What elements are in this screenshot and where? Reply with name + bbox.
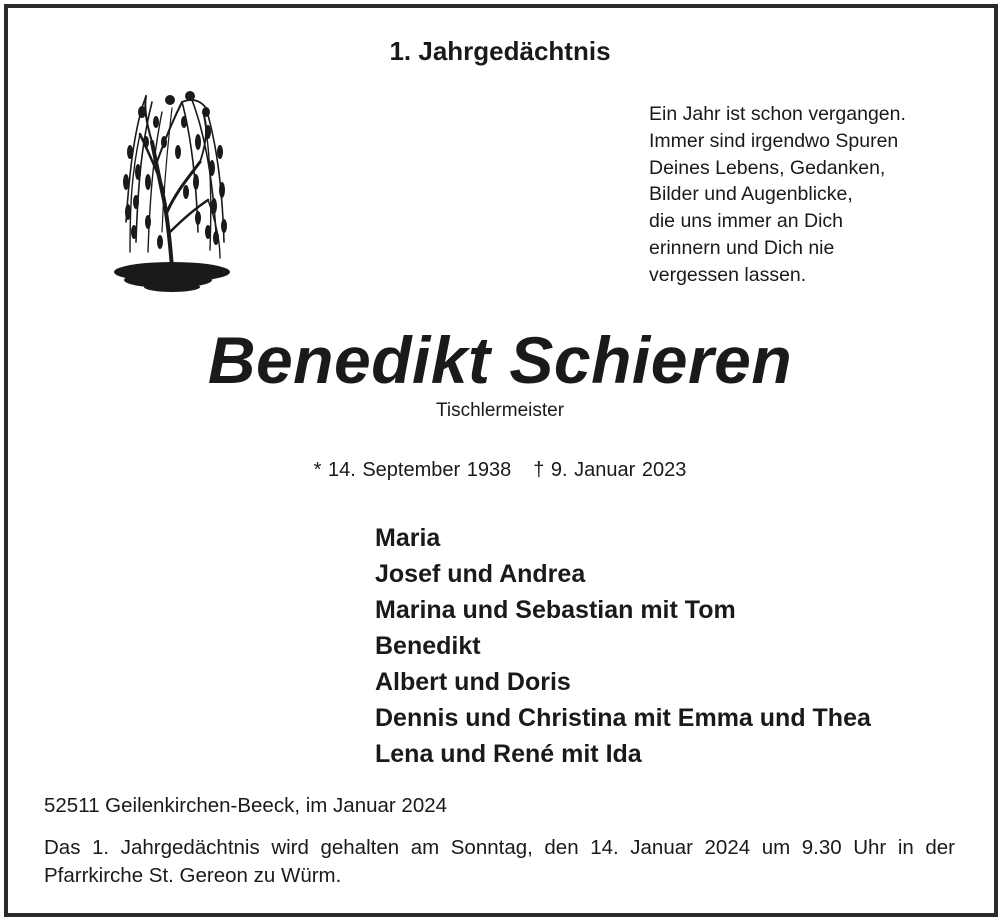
service-notice: Das 1. Jahrgedächtnis wird gehalten am Sonntag, den 14. Januar 2024 um 9.30 Uhr in der Pfarrkirche St. Gereon zu Würm. <box>44 836 955 887</box>
mourner-entry: Josef und Andrea <box>375 560 586 588</box>
mourner-entry: Lena und René mit Ida <box>375 740 642 768</box>
weeping-willow-icon <box>112 82 236 294</box>
deceased-profession: Tischlermeister <box>435 400 565 421</box>
poem-line: Deines Lebens, Gedanken, <box>649 156 886 179</box>
mourner-entry: Dennis und Christina mit Emma und Thea <box>375 704 871 732</box>
place-and-date: 52511 Geilenkirchen-Beeck, im Januar 2024 <box>44 794 448 817</box>
poem-line: vergessen lassen. <box>649 263 807 286</box>
mourners-list <box>375 520 871 772</box>
mourner-entry: Benedikt <box>375 632 481 660</box>
poem-line: Immer sind irgendwo Spuren <box>649 129 899 152</box>
poem-line: Bilder und Augenblicke, <box>649 183 853 206</box>
deceased-name: Benedikt Schieren <box>207 323 793 397</box>
poem-line: die uns immer an Dich <box>649 210 843 233</box>
mourner-entry: Maria <box>375 524 441 552</box>
memorial-poem <box>649 101 906 289</box>
poem-line: erinnern und Dich nie <box>649 236 835 259</box>
mourner-entry: Marina und Sebastian mit Tom <box>375 596 736 624</box>
death-date: † 9. Januar 2023 <box>533 459 687 481</box>
anniversary-heading: 1. Jahrgedächtnis <box>389 36 611 66</box>
mourner-entry: Albert und Doris <box>375 668 571 696</box>
poem-line: Ein Jahr ist schon vergangen. <box>649 103 906 125</box>
life-dates <box>0 459 1000 482</box>
birth-date: * 14. September 1938 <box>313 459 512 481</box>
